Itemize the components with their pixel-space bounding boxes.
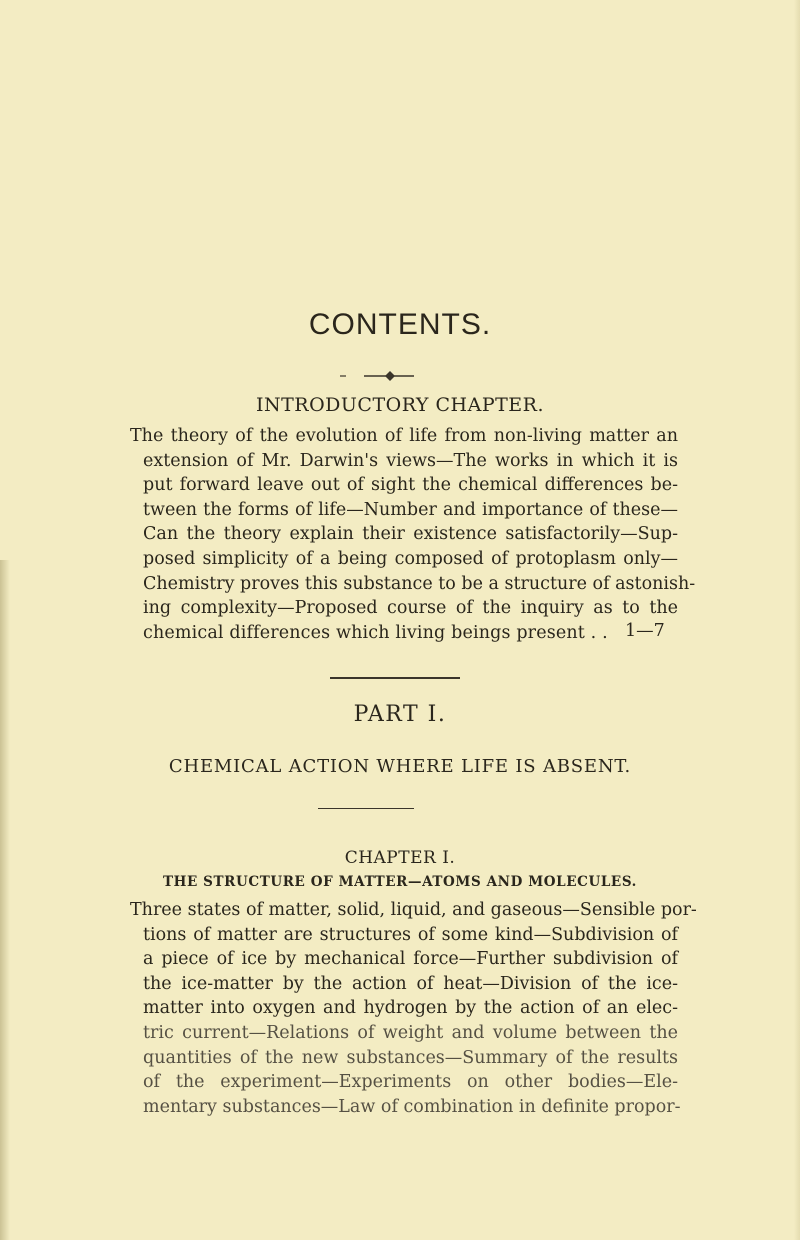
summary-line: Can the theory explain their existence satisfactorily—Sup- [143, 524, 678, 545]
summary-line: tions of matter are structures of some kind—Subdivision of [143, 924, 678, 945]
page-title: CONTENTS. [308, 308, 492, 341]
chapter-divider [318, 808, 414, 809]
summary-line: the ice-matter by the action of heat—Division of the ice- [143, 973, 678, 994]
page-edge-shadow-right [794, 0, 800, 1240]
page-edge-shadow [0, 560, 10, 1240]
page-range: 1—7 [625, 621, 665, 641]
summary-line: tric current—Relations of weight and volume between the [143, 1022, 678, 1043]
ornament-divider-icon [340, 370, 440, 382]
introductory-chapter-heading: INTRODUCTORY CHAPTER. [255, 394, 545, 416]
part-subtitle: CHEMICAL ACTION WHERE LIFE IS ABSENT. [168, 756, 632, 777]
summary-line: tween the forms of life—Number and importance of these— [143, 499, 678, 520]
summary-line: of the experiment—Experiments on other bodies—Ele- [143, 1072, 678, 1093]
chapter-subtitle: THE STRUCTURE OF MATTER—ATOMS AND MOLECULES. [162, 874, 637, 890]
summary-line: quantities of the new substances—Summary of the results [143, 1047, 678, 1068]
summary-line: a piece of ice by mechanical force—Further subdivision of [143, 949, 678, 970]
chapter-heading: CHAPTER I. [344, 848, 456, 868]
summary-line: put forward leave out of sight the chemical differences be- [143, 475, 678, 496]
chapter-summary [130, 898, 697, 1119]
summary-line: matter into oxygen and hydrogen by the action of an elec- [143, 998, 678, 1019]
summary-line: posed simplicity of a being composed of protoplasm only— [143, 548, 678, 569]
section-divider [330, 677, 460, 679]
summary-line: Chemistry proves this substance to be a structure of astonish- [143, 573, 696, 594]
summary-line: extension of Mr. Darwin's views—The works in which it is [143, 450, 678, 471]
summary-line: mentary substances—Law of combination in definite propor- [143, 1096, 681, 1117]
part-title: PART I. [353, 702, 447, 727]
introductory-summary [130, 424, 696, 645]
summary-line: ing complexity—Proposed course of the inquiry as to the [143, 598, 678, 619]
summary-line: Three states of matter, solid, liquid, and gaseous—Sensible por- [130, 900, 697, 920]
summary-line: The theory of the evolution of life from non-living matter an [130, 426, 678, 446]
summary-line: chemical differences which living beings present . . [143, 622, 608, 643]
